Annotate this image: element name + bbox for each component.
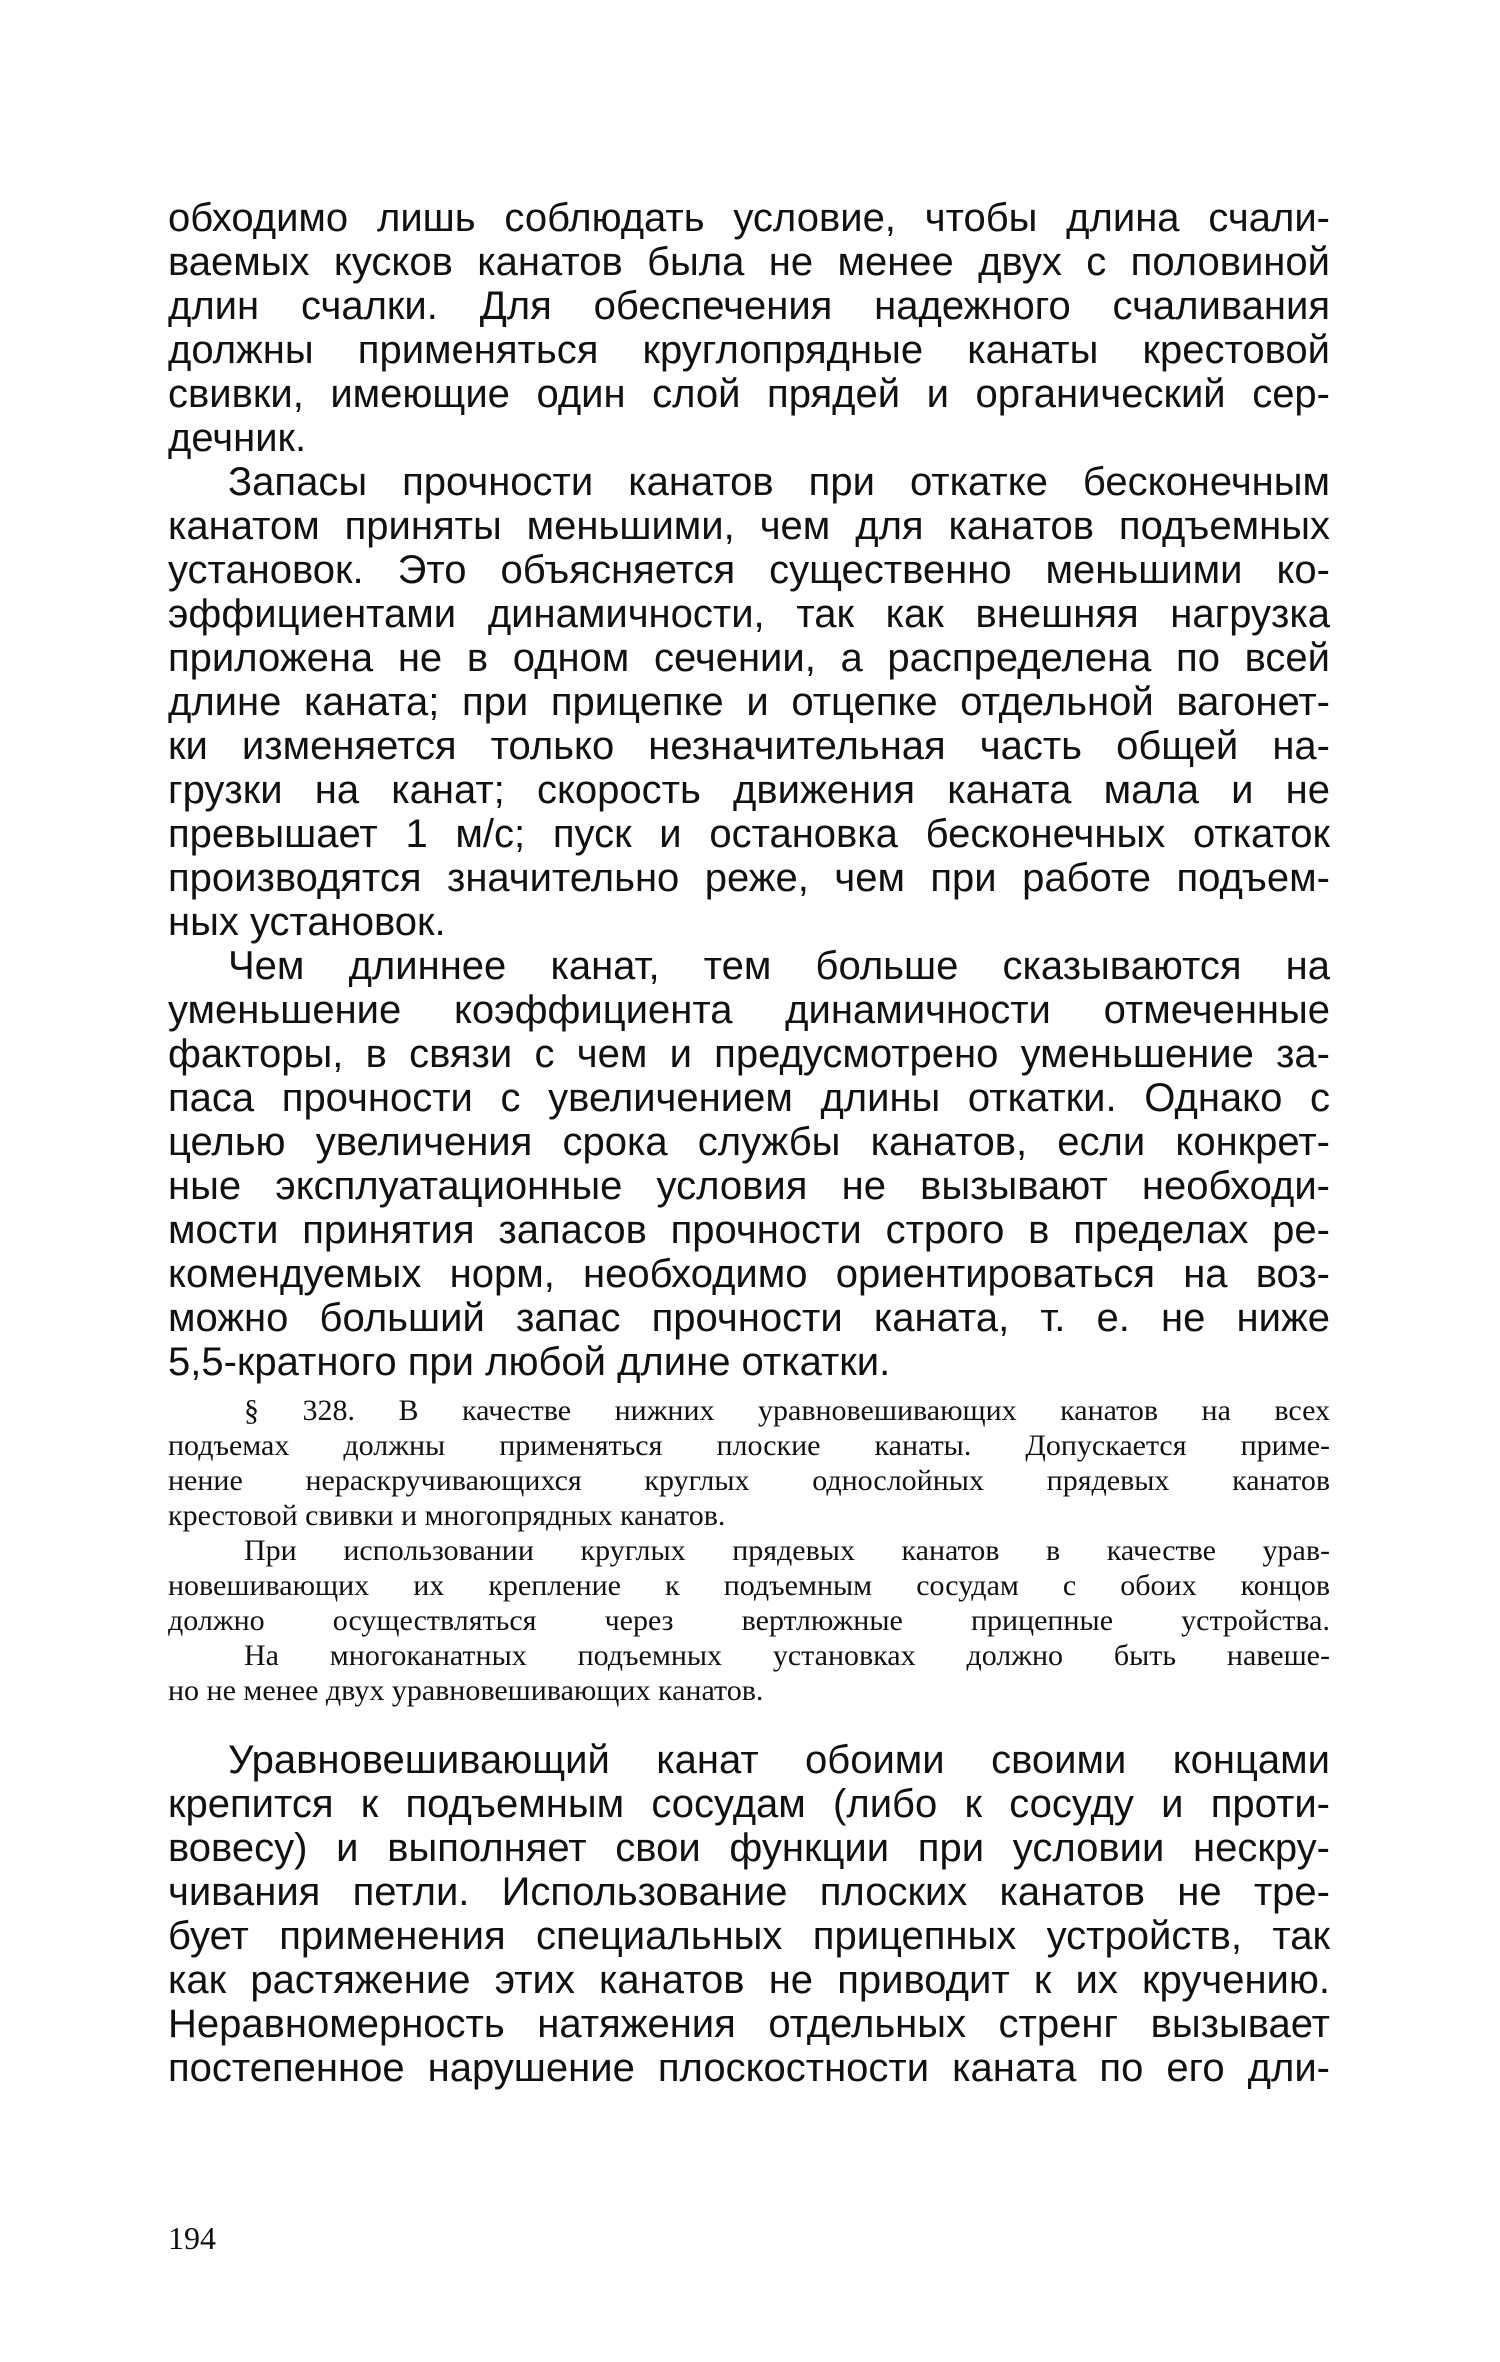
text-line: § 328. В качестве нижних уравновешивающих канатов на всех bbox=[244, 1394, 1330, 1427]
text-line: паса прочности с увеличением длины откатки. Однако с bbox=[168, 1076, 1330, 1120]
text-line: комендуемых норм, необходимо ориентироваться на воз- bbox=[168, 1252, 1330, 1296]
text-line: обходимо лишь соблюдать условие, чтобы длина счали- bbox=[168, 196, 1330, 240]
text-line: мости принятия запасов прочности строго в пределах ре- bbox=[168, 1208, 1330, 1252]
text-line: При использовании круглых прядевых канатов в качестве урав- bbox=[244, 1534, 1330, 1567]
paragraph-rope-length bbox=[168, 944, 1330, 1384]
paragraph-balance-rope bbox=[168, 1738, 1330, 2090]
text-line: вовесу) и выполняет свои функции при условии нескру- bbox=[168, 1826, 1330, 1870]
text-line: 5,5-кратного при любой длине откатки. bbox=[168, 1340, 891, 1384]
text-line: факторы, в связи с чем и предусмотрено уменьшение за- bbox=[168, 1032, 1330, 1076]
text-line: длин счалки. Для обеспечения надежного счаливания bbox=[168, 284, 1330, 328]
text-line: бует применения специальных прицепных устройств, так bbox=[168, 1914, 1330, 1958]
text-line: Уравновешивающий канат обоими своими концами bbox=[228, 1738, 1330, 1782]
text-line: приложена не в одном сечении, а распределена по всей bbox=[168, 636, 1330, 680]
rule-328-text bbox=[168, 1393, 1330, 1708]
text-line: постепенное нарушение плоскостности каната по его дли- bbox=[168, 2046, 1330, 2090]
text-line: ных установок. bbox=[168, 900, 446, 944]
text-line: новешивающих их крепление к подъемным сосудам с обоих концов bbox=[168, 1569, 1330, 1602]
text-line: грузки на канат; скорость движения каната мала и не bbox=[168, 768, 1330, 812]
text-line: длине каната; при прицепке и отцепке отдельной вагонет- bbox=[168, 680, 1330, 724]
page-number: 194 bbox=[168, 2220, 216, 2256]
text-line: крестовой свивки и многопрядных канатов. bbox=[168, 1499, 726, 1532]
text-line: Неравномерность натяжения отдельных стренг вызывает bbox=[168, 2002, 1330, 2046]
text-line: подъемах должны применяться плоские канаты. Допускается приме- bbox=[168, 1429, 1330, 1462]
text-line: На многоканатных подъемных установках должно быть навеше- bbox=[244, 1639, 1330, 1672]
text-line: но не менее двух уравновешивающих канатов. bbox=[168, 1674, 764, 1707]
text-line: ные эксплуатационные условия не вызывают необходи- bbox=[168, 1164, 1330, 1208]
text-line: свивки, имеющие один слой прядей и органический сер- bbox=[168, 372, 1330, 416]
text-line: уменьшение коэффициента динамичности отмеченные bbox=[168, 988, 1330, 1032]
text-line: превышает 1 м/с; пуск и остановка бесконечных откаток bbox=[168, 812, 1330, 856]
paragraph-rope-splicing bbox=[168, 196, 1330, 460]
text-line: как растяжение этих канатов не приводит к их кручению. bbox=[168, 1958, 1330, 2002]
text-line: нение нераскручивающихся круглых однослойных прядевых канатов bbox=[168, 1464, 1330, 1497]
text-line: можно больший запас прочности каната, т. е. не ниже bbox=[168, 1296, 1330, 1340]
text-line: ваемых кусков канатов была не менее двух с половиной bbox=[168, 240, 1330, 284]
paragraph-safety-factors bbox=[168, 460, 1330, 944]
text-line: установок. Это объясняется существенно меньшими ко- bbox=[168, 548, 1330, 592]
text-line: Чем длиннее канат, тем больше сказываются на bbox=[228, 944, 1330, 988]
text-line: должны применяться круглопрядные канаты крестовой bbox=[168, 328, 1330, 372]
text-line: должно осуществляться через вертлюжные прицепные устройства. bbox=[168, 1604, 1330, 1637]
text-line: дечник. bbox=[168, 416, 307, 460]
text-line: канатом приняты меньшими, чем для канатов подъемных bbox=[168, 504, 1330, 548]
text-line: крепится к подъемным сосудам (либо к сосуду и проти- bbox=[168, 1782, 1330, 1826]
text-line: Запасы прочности канатов при откатке бесконечным bbox=[228, 460, 1330, 504]
text-line: ки изменяется только незначительная часть общей на- bbox=[168, 724, 1330, 768]
text-line: целью увеличения срока службы канатов, если конкрет- bbox=[168, 1120, 1330, 1164]
text-line: эффициентами динамичности, так как внешняя нагрузка bbox=[168, 592, 1330, 636]
text-line: чивания петли. Использование плоских канатов не тре- bbox=[168, 1870, 1330, 1914]
text-line: производятся значительно реже, чем при работе подъем- bbox=[168, 856, 1330, 900]
